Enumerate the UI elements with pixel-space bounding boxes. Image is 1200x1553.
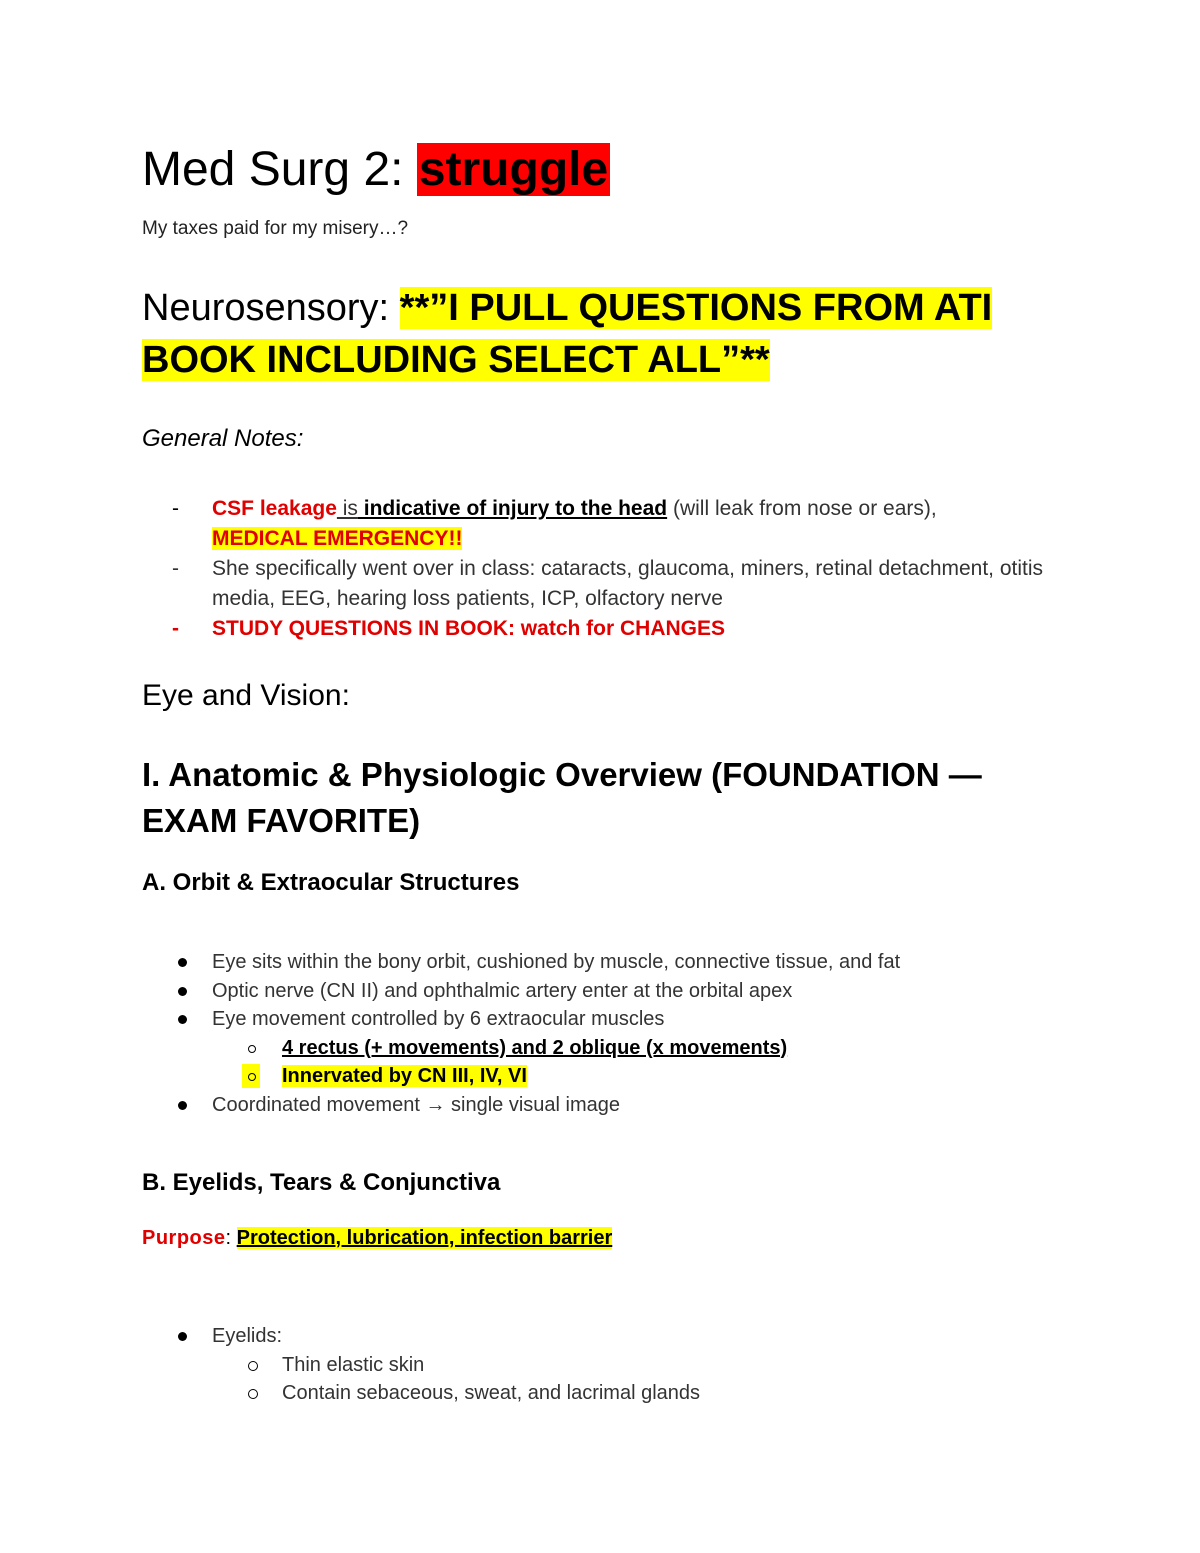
purpose-colon: :	[225, 1227, 237, 1249]
purpose-line	[142, 1224, 612, 1252]
class-topics-text: She specifically went over in class: cataracts, glaucoma, miners, retinal detachment, otitis media, EEG, hearing loss patients, ICP, olfactory nerve	[212, 557, 1044, 610]
list-item: Optic nerve (CN II) and ophthalmic artery enter at the orbital apex	[172, 977, 900, 1006]
neuro-highlight-line2: BOOK INCLUDING SELECT ALL”**	[142, 339, 770, 381]
list-item: 4 rectus (+ movements) and 2 oblique (x movements)	[172, 1034, 900, 1063]
list-item: Eye movement controlled by 6 extraocular muscles	[172, 1005, 900, 1034]
purpose-value: Protection, lubrication, infection barrier	[236, 1227, 613, 1249]
list-item: Coordinated movement → single visual image	[172, 1091, 900, 1120]
bullet-icon	[178, 987, 187, 996]
sub-bullet-icon	[248, 1045, 256, 1053]
is-text: is	[336, 497, 358, 520]
bullet-icon	[178, 1101, 187, 1110]
list-item: Contain sebaceous, sweat, and lacrimal glands	[172, 1379, 700, 1408]
orbit-bullet-list	[172, 948, 900, 1119]
title-prefix: Med Surg 2:	[142, 143, 417, 196]
bullet-icon	[178, 958, 187, 967]
list-item	[172, 614, 1052, 644]
section-heading-one: I. Anatomic & Physiologic Overview (FOUNDATION — EXAM FAVORITE)	[142, 756, 982, 839]
list-item: Thin elastic skin	[172, 1351, 700, 1380]
eye-vision-heading: Eye and Vision:	[142, 679, 350, 712]
list-item	[172, 494, 1052, 554]
subsection-heading-a: A. Orbit & Extraocular Structures	[142, 869, 520, 896]
neuro-prefix: Neurosensory:	[142, 287, 400, 329]
title-highlight: struggle	[418, 143, 609, 196]
document-title	[142, 138, 610, 202]
bullet-icon	[178, 1015, 187, 1024]
list-item: Eye sits within the bony orbit, cushioned by muscle, connective tissue, and fat	[172, 948, 900, 977]
dash-marker: -	[172, 497, 179, 520]
general-notes-list	[172, 494, 1052, 644]
purpose-label: Purpose	[142, 1227, 226, 1249]
study-questions-text: STUDY QUESTIONS IN BOOK: watch for CHANGES	[212, 617, 725, 640]
dash-marker: -	[172, 617, 179, 640]
dash-marker: -	[172, 557, 179, 580]
subtitle: My taxes paid for my misery…?	[142, 218, 409, 239]
sub-bullet-icon	[248, 1389, 258, 1399]
emergency-text: MEDICAL EMERGENCY!!	[212, 527, 463, 550]
sub-bullet-icon	[248, 1073, 256, 1081]
eyelid-bullet-list	[172, 1322, 700, 1408]
sub-bullet-icon	[248, 1361, 258, 1371]
list-item	[172, 554, 1052, 614]
indicative-text: indicative of injury to the head	[357, 497, 668, 520]
neuro-highlight-line1: **”I PULL QUESTIONS FROM ATI	[399, 287, 993, 329]
list-item: Innervated by CN III, IV, VI	[172, 1062, 900, 1091]
general-notes-heading: General Notes:	[142, 425, 304, 452]
neurosensory-heading	[142, 282, 1042, 386]
leak-text: (will leak from nose or ears),	[667, 497, 937, 520]
subsection-heading-b: B. Eyelids, Tears & Conjunctiva	[142, 1169, 501, 1196]
csf-text: CSF leakage	[212, 497, 337, 520]
bullet-icon	[178, 1332, 187, 1341]
list-item: Eyelids:	[172, 1322, 700, 1351]
